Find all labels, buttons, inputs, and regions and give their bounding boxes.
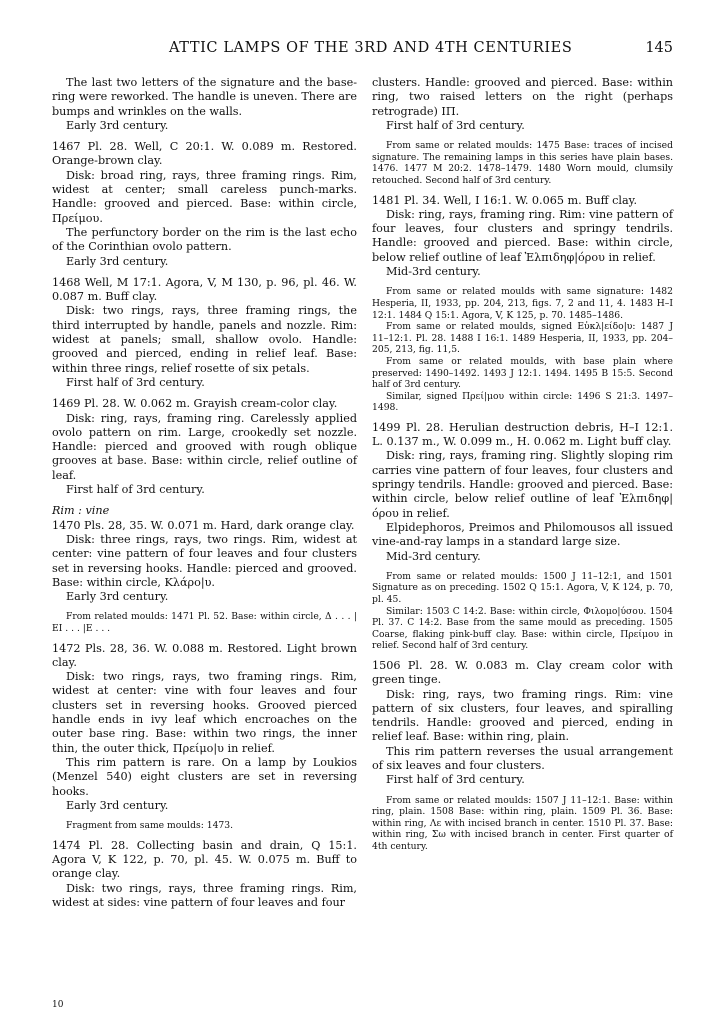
paragraph: From same or related moulds: 1475 Base: traces of incised signature. The remaining lamps in this series have plain bases. 1476. 1477 M 20:2. 1478–1479. 1480 Worn mould, clumsily retouched. Second half of 3rd century. xyxy=(372,140,673,186)
right-column xyxy=(372,76,673,853)
paragraph: Mid-3rd century. xyxy=(386,549,481,563)
paragraph: From related moulds: 1471 Pl. 52. Base: within circle, Δ . . . |ΕΙ . . . |Ε . . . xyxy=(52,611,357,634)
paragraph: Rim : vine xyxy=(52,504,110,518)
paragraph: Early 3rd century. xyxy=(66,590,169,604)
paragraph: 1506 Pl. 28. W. 0.083 m. Clay cream color with green tinge. xyxy=(372,659,673,687)
paragraph: First half of 3rd century. xyxy=(66,375,205,389)
paragraph: First half of 3rd century. xyxy=(386,773,525,787)
paragraph: The last two letters of the signature and the base-ring were reworked. The handle is uneven. There are bumps and wrinkles on the walls. xyxy=(52,76,357,118)
left-column xyxy=(52,76,357,910)
paragraph: The perfunctory border on the rim is the last echo of the Corinthian ovolo pattern. xyxy=(52,225,357,254)
paragraph: Disk: three rings, rays, two rings. Rim, widest at center: vine pattern of four leaves and four clusters set in reversing hooks. Handle: pierced and grooved. Base: within circle, Κλάρο|υ. xyxy=(52,532,357,589)
paragraph: Early 3rd century. xyxy=(66,798,169,812)
paragraph: Disk: ring, rays, framing ring. Carelessly applied ovolo pattern on rim. Large, crookedly set nozzle. Handle: pierced and grooved with rough oblique grooves at base. Base: within circle, relief outline of leaf. xyxy=(52,411,357,482)
paragraph: Disk: broad ring, rays, three framing rings. Rim, widest at center; small careless punch-marks. Handle: grooved and pierced. Base: within circle, Πρείμου. xyxy=(52,168,357,225)
paragraph: 1481 Pl. 34. Well, I 16:1. W. 0.065 m. Buff clay. xyxy=(372,193,638,207)
paragraph: Fragment from same moulds: 1473. xyxy=(66,820,234,832)
paragraph: Disk: ring, rays, framing ring. Rim: vine pattern of four leaves, four clusters and springy tendrils. Handle: grooved and pierced. Base: within circle, below relief outline of leaf Ἐλπιδηφ|όρου in relief. xyxy=(372,207,673,264)
paragraph: Similar, signed Πρεί|μου within circle: 1496 S 21:3. 1497–1498. xyxy=(372,390,673,414)
paragraph: Disk: two rings, rays, three framing rings. Rim, widest at sides: vine pattern of four leaves and four xyxy=(52,881,357,909)
paragraph: This rim pattern reverses the usual arrangement of six leaves and four clusters. xyxy=(372,744,673,773)
paragraph: From same or related moulds, signed Εὐκλ|είδο|υ: 1487 J 11–12:1. Pl. 28. 1488 I 16:1. 1489 Hesperia, II, 1933, pp. 204–205, 213, fig. 11,5. xyxy=(372,321,673,356)
paragraph: Disk: ring, rays, framing ring. Slightly sloping rim carries vine pattern of four leaves, four clusters and springy tendrils. Handle: grooved and pierced. Base: within circle, below relief outline of leaf Ἐλπιδηφ|όρου in relief. xyxy=(372,449,673,520)
paragraph: 1469 Pl. 28. W. 0.062 m. Grayish cream-color clay. xyxy=(52,397,338,411)
page-number: 145 xyxy=(645,40,673,56)
paragraph: From same or related moulds: 1507 J 11–12:1. Base: within ring, plain. 1508 Base: within ring, plain. 1509 Pl. 36. Base: within ring, Λε with incised branch in center. 1510 Pl. 37. Base: within ring, Σω with incised branch in center. First quarter of 4th century. xyxy=(372,794,673,853)
paragraph: From same or related moulds, with base plain where preserved: 1490–1492. 1493 J 12:1. 1494. 1495 B 15:5. Second half of 3rd century. xyxy=(372,355,673,391)
paragraph: Early 3rd century. xyxy=(66,254,169,268)
paragraph: clusters. Handle: grooved and pierced. Base: within ring, two raised letters on the right (perhaps retrograde) ΙΠ. xyxy=(372,76,673,118)
paragraph: Elpidephoros, Preimos and Philomousos all issued vine-and-ray lamps in a standard large size. xyxy=(372,520,673,549)
paragraph: 1468 Well, M 17:1. Agora, V, M 130, p. 96, pl. 46. W. 0.087 m. Buff clay. xyxy=(52,275,357,304)
paragraph: Similar: 1503 C 14:2. Base: within circle, Φιλομο|ύσου. 1504 Pl. 37. C 14:2. Base from the same mould as preceding. 1505 Coarse, flaking pink-buff clay. Base: within circle, Πρείμου in relief. Second half of 3rd century. xyxy=(372,605,673,652)
paragraph: First half of 3rd century. xyxy=(386,118,525,132)
paragraph: 1474 Pl. 28. Collecting basin and drain, Q 15:1. Agora V, K 122, p. 70, pl. 45. W. 0.075 m. Buff to orange clay. xyxy=(52,838,357,881)
paragraph: Early 3rd century. xyxy=(66,118,169,132)
paragraph: This rim pattern is rare. On a lamp by Loukios (Menzel 540) eight clusters are set in reversing hooks. xyxy=(52,755,357,798)
paragraph: Disk: ring, rays, two framing rings. Rim: vine pattern of six clusters, four leaves, and spiralling tendrils. Handle: grooved and pierced, ending in relief leaf. Base: within ring, plain. xyxy=(372,687,673,744)
paragraph: 1499 Pl. 28. Herulian destruction debris, H–I 12:1. L. 0.137 m., W. 0.099 m., H. 0.062 m. Light buff clay. xyxy=(372,420,673,449)
running-title: ATTIC LAMPS OF THE 3RD AND 4TH CENTURIES xyxy=(169,40,573,56)
paragraph: Mid-3rd century. xyxy=(386,265,481,279)
paragraph: Disk: two rings, rays, two framing rings. Rim, widest at center: vine with four leaves and four clusters set in reversing hooks. Grooved pierced handle ends in ivy leaf which encroaches on the outer base ring. Base: within two rings, the inner thin, the outer thick, Πρείμο|υ in relief. xyxy=(52,670,357,755)
running-header xyxy=(52,40,673,60)
paragraph: 1467 Pl. 28. Well, C 20:1. W. 0.089 m. Restored. Orange-brown clay. xyxy=(52,140,357,168)
paragraph: From same or related moulds: 1500 J 11–12:1, and 1501 Signature as on preceding. 1502 Q 15:1. Agora, V, K 124, p. 70, pl. 45. xyxy=(372,570,673,606)
paragraph: From same or related moulds with same signature: 1482 Hesperia, II, 1933, pp. 204, 213, figs. 7, 2 and 11, 4. 1483 H–I 12:1. 1484 Q 15:1. Agora, V, K 125, p. 70. 1485–1486. xyxy=(372,286,673,321)
signature-mark: 10 xyxy=(52,1000,64,1010)
paragraph: Disk: two rings, rays, three framing rings, the third interrupted by handle, panels and nozzle. Rim: widest at panels; small, shallow ovolo. Handle: grooved and pierced, ending in relief leaf. Base: within three rings, relief rosette of six petals. xyxy=(52,304,357,375)
paragraph: First half of 3rd century. xyxy=(66,483,205,497)
paragraph: 1472 Pls. 28, 36. W. 0.088 m. Restored. Light brown clay. xyxy=(52,641,357,669)
paragraph: 1470 Pls. 28, 35. W. 0.071 m. Hard, dark orange clay. xyxy=(52,518,355,532)
